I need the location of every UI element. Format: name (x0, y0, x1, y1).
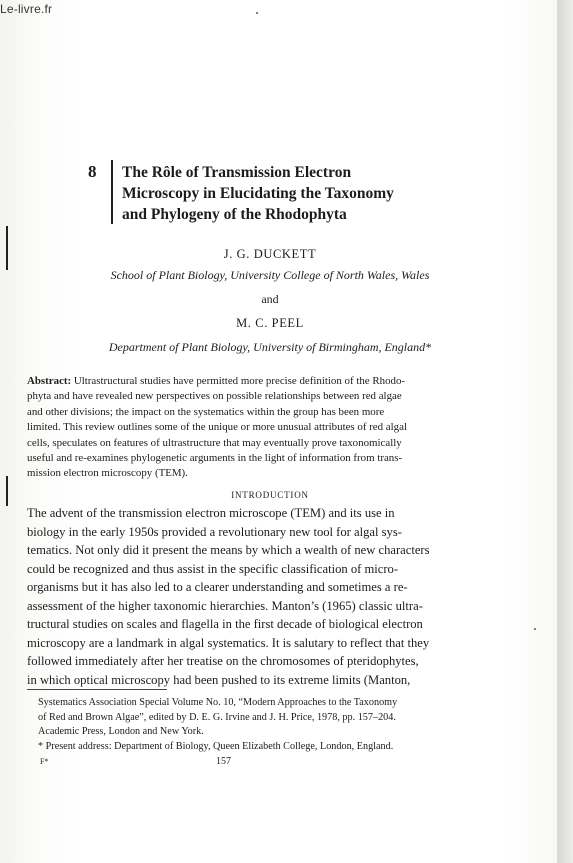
present-address-footnote: * Present address: Department of Biology, Queen Elizabeth College, London, England. (38, 741, 394, 752)
signature-mark: F* (40, 757, 49, 766)
body-line: organisms but it has also led to a clearer understanding and sometimes a re- (27, 580, 408, 594)
watermark: Le-livre.fr (0, 2, 53, 16)
body-line: biology in the early 1950s provided a revolutionary new tool for algal sys- (27, 524, 402, 539)
abstract-label: Abstract: (27, 375, 72, 387)
introduction-text (27, 504, 463, 689)
body-line: microscopy are a landmark in algal systematics. It is salutary to reflect that they (27, 635, 430, 650)
abstract-line: mission electron microscopy (TEM). (27, 467, 188, 480)
body-line: in which optical microscopy had been pushed to its extreme limits (Manton, (27, 672, 411, 687)
body-line: followed immediately after her treatise on the chromosomes of pteridophytes, (27, 654, 419, 668)
footnote-rule (27, 689, 167, 690)
body-line: tematics. Not only did it present the means by which a wealth of new characters (27, 543, 430, 557)
abstract-line: useful and re-examines phylogenetic arguments in the light of information from trans- (27, 452, 403, 465)
chapter-title-line: The Rôle of Transmission Electron (122, 164, 352, 181)
abstract-line: cells, speculates on features of ultrastructure that may eventually prove taxonomically (27, 436, 402, 449)
author-name: J. G. DUCKETT (223, 247, 317, 261)
author-name: M. C. PEEL (236, 316, 304, 330)
section-heading: INTRODUCTION (231, 490, 309, 500)
chapter-number: 8 (88, 162, 97, 181)
page-number: 157 (216, 756, 231, 767)
margin-mark (6, 226, 8, 270)
chapter-title (122, 162, 462, 225)
chapter-divider (111, 160, 113, 224)
footnote-line: Academic Press, London and New York. (38, 726, 204, 737)
abstract (27, 374, 459, 482)
page-speck (256, 12, 258, 14)
chapter-title-line: Microscopy in Elucidating the Taxonomy (122, 185, 394, 202)
abstract-line: phyta and have revealed new perspectives on possible relationships between red algae (27, 390, 402, 403)
author-affiliation: School of Plant Biology, University College of North Wales, Wales (110, 268, 430, 282)
margin-mark (6, 476, 8, 506)
body-line: The advent of the transmission electron microscope (TEM) and its use in (27, 506, 395, 520)
page-edge-shadow (557, 0, 573, 863)
abstract-line: and other divisions; the impact on the systematics within the group has been more (27, 405, 385, 418)
author-affiliation: Department of Plant Biology, University of Birmingham, England* (108, 340, 432, 354)
footnote-line: of Red and Brown Algae”, edited by D. E. G. Irvine and J. H. Price, 1978, pp. 157–204. (38, 711, 396, 723)
body-line: tructural studies on scales and flagella in the first decade of biological electron (27, 617, 423, 631)
body-line: assessment of the higher taxonomic hierarchies. Manton’s (1965) classic ultra- (27, 598, 423, 613)
author-conjunction: and (261, 292, 279, 306)
page-speck (534, 628, 536, 630)
footnote-line: Systematics Association Special Volume No. 10, “Modern Approaches to the Taxonomy (38, 697, 398, 708)
abstract-line: limited. This review outlines some of the unique or more unusual attributes of red algal (27, 421, 407, 434)
body-line: could be recognized and thus assist in the specific classification of micro- (27, 561, 399, 576)
chapter-title-line: and Phylogeny of the Rhodophyta (122, 206, 347, 223)
series-footnote (38, 696, 463, 740)
abstract-line: Abstract: Ultrastructural studies have permitted more precise definition of the Rhodo- (27, 375, 406, 387)
